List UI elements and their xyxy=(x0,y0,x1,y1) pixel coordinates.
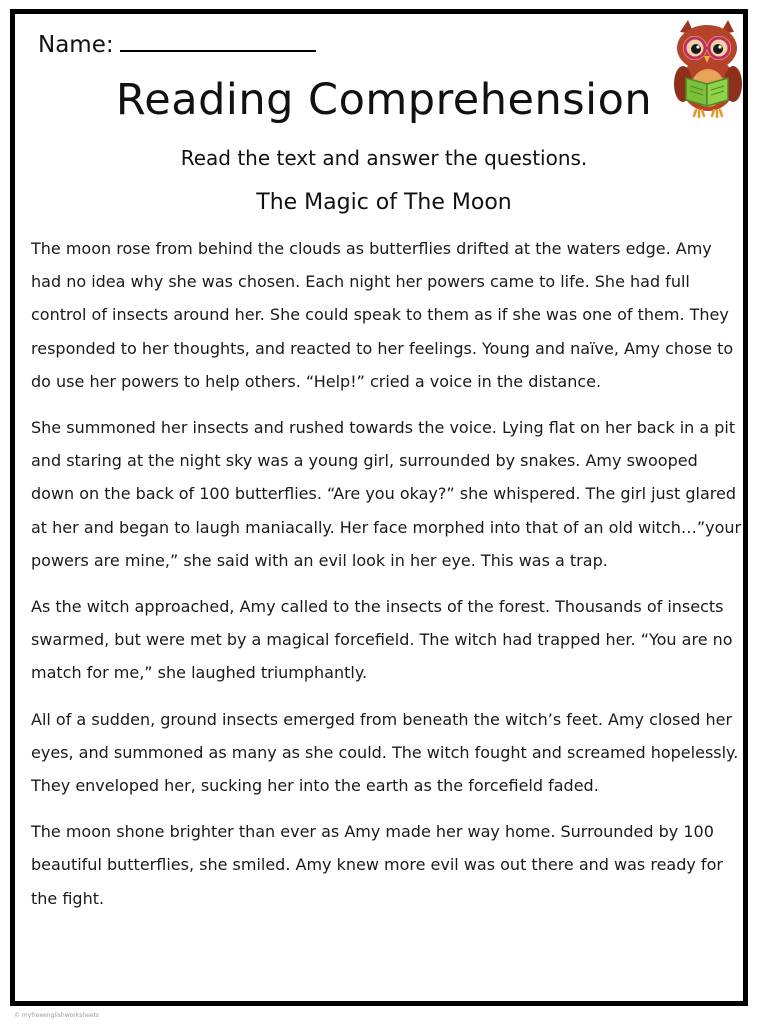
story-paragraph: All of a sudden, ground insects emerged from beneath the witch’s feet. Amy closed her eyes, and summoned as many as she could. The witch fought and screamed hopelessly. They enveloped her, sucking her into the earth as the forcefield faded. xyxy=(31,709,739,796)
story-body xyxy=(31,232,743,928)
name-blank-line[interactable] xyxy=(120,30,316,52)
story-paragraph: She summoned her insects and rushed towards the voice. Lying flat on her back in a pit and staring at the night sky was a young girl, surrounded by snakes. Amy swooped down on the back of 100 butterflies. “Are you okay?” she whispered. The girl just glared at her and began to laugh maniacally. Her face morphed into that of an old witch…”your powers are mine,” she said with an evil look in her eye. This was a trap. xyxy=(31,418,742,570)
story-paragraph: As the witch approached, Amy called to the insects of the forest. Thousands of insects swarmed, but were met by a magical forcefield. The witch had trapped her. “You are no match for me,” she laughed triumphantly. xyxy=(31,597,733,683)
instructions: Read the text and answer the questions. xyxy=(180,146,588,170)
worksheet-title: Reading Comprehension xyxy=(115,75,653,125)
story-paragraph: The moon shone brighter than ever as Amy made her way home. Surrounded by 100 beautiful butterflies, she smiled. Amy knew more evil was out there and was ready for the fight. xyxy=(31,822,723,908)
name-label: Name: xyxy=(38,32,114,58)
story-paragraph: The moon rose from behind the clouds as butterflies drifted at the waters edge. Amy had no idea why she was chosen. Each night her powers came to life. She had full control of insects around her. She could speak to them as if she was one of them. They responded to her thoughts, and reacted to her feelings. Young and naïve, Amy chose to do use her powers to help others. “Help!” cried a voice in the distance. xyxy=(31,239,734,391)
name-field xyxy=(38,30,316,59)
story-title: The Magic of The Moon xyxy=(256,190,512,215)
copyright-footer: © myfreeenglishworksheets xyxy=(14,1012,100,1019)
